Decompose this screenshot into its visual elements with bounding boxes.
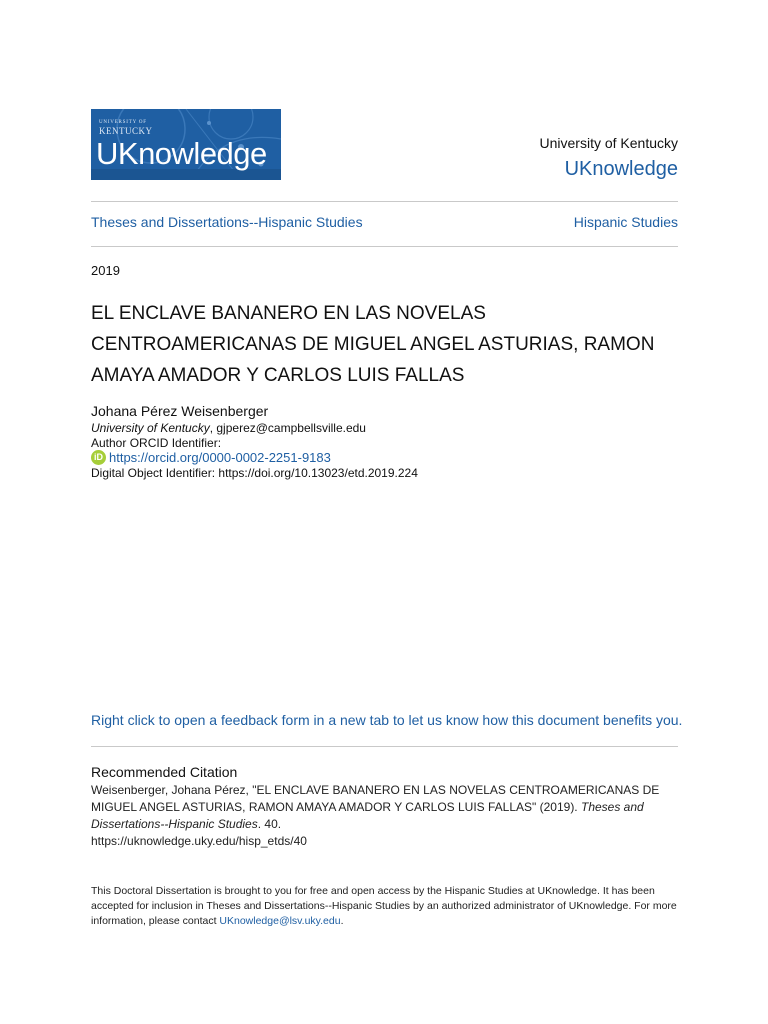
institution-name: University of Kentucky: [539, 135, 678, 151]
logo-wordmark: UKnowledge: [96, 136, 267, 171]
repository-link[interactable]: UKnowledge: [564, 158, 678, 180]
author-name: Johana Pérez Weisenberger: [91, 403, 269, 419]
divider: [91, 246, 678, 247]
logo-kentucky: KENTUCKY: [99, 126, 153, 136]
author-affiliation: [91, 421, 366, 435]
citation-heading: Recommended Citation: [91, 764, 238, 780]
title-line: AMAYA AMADOR Y CARLOS LUIS FALLAS: [91, 365, 465, 386]
orcid-link[interactable]: https://orcid.org/0000-0002-2251-9183: [109, 450, 331, 465]
citation-number: . 40.: [257, 817, 282, 831]
department-link[interactable]: Hispanic Studies: [573, 214, 678, 230]
footer-end: .: [340, 915, 344, 927]
publication-year: 2019: [91, 263, 120, 278]
citation-text: [91, 782, 678, 850]
uknowledge-logo[interactable]: [91, 109, 281, 180]
orcid-label: Author ORCID Identifier:: [91, 436, 222, 450]
collection-link[interactable]: Theses and Dissertations--Hispanic Studies: [91, 214, 363, 230]
footer-notice: [91, 884, 678, 929]
document-page: [91, 0, 683, 1024]
divider: [91, 201, 678, 202]
doi-text: Digital Object Identifier: https://doi.org/10.13023/etd.2019.224: [91, 466, 418, 480]
orcid-icon: iD: [91, 450, 106, 465]
title-line: CENTROAMERICANAS DE MIGUEL ANGEL ASTURIAS, RAMON: [91, 334, 655, 355]
title-line: EL ENCLAVE BANANERO EN LAS NOVELAS: [91, 303, 486, 324]
divider: [91, 746, 678, 747]
author-email: , gjperez@campbellsville.edu: [209, 421, 366, 435]
logo-university-text: [99, 118, 153, 136]
feedback-link[interactable]: Right click to open a feedback form in a new tab to let us know how this document benefits you.: [91, 712, 683, 728]
affiliation-name: University of Kentucky: [91, 421, 210, 435]
logo-univ-of: UNIVERSITY OF: [99, 120, 147, 125]
citation-body: Weisenberger, Johana Pérez, "EL ENCLAVE BANANERO EN LAS NOVELAS CENTROAMERICANAS DE MIGUEL ANGEL ASTURIAS, RAMON AMAYA AMADOR Y CARLOS LUIS FALLAS" (2019).: [91, 783, 660, 814]
footer-text: This Doctoral Dissertation is brought to you for free and open access by the Hispanic Studies at UKnowledge. It has been accepted for inclusion in Theses and Dissertations--Hispanic Studies by an authorized administrator of UKnowledge. For more information, please contact: [91, 885, 677, 927]
document-title: [91, 298, 678, 391]
citation-url[interactable]: https://uknowledge.uky.edu/hisp_etds/40: [91, 834, 307, 848]
citation-series: Theses and Dissertations--Hispanic Studies: [91, 800, 644, 831]
contact-email-link[interactable]: UKnowledge@lsv.uky.edu: [219, 915, 341, 927]
